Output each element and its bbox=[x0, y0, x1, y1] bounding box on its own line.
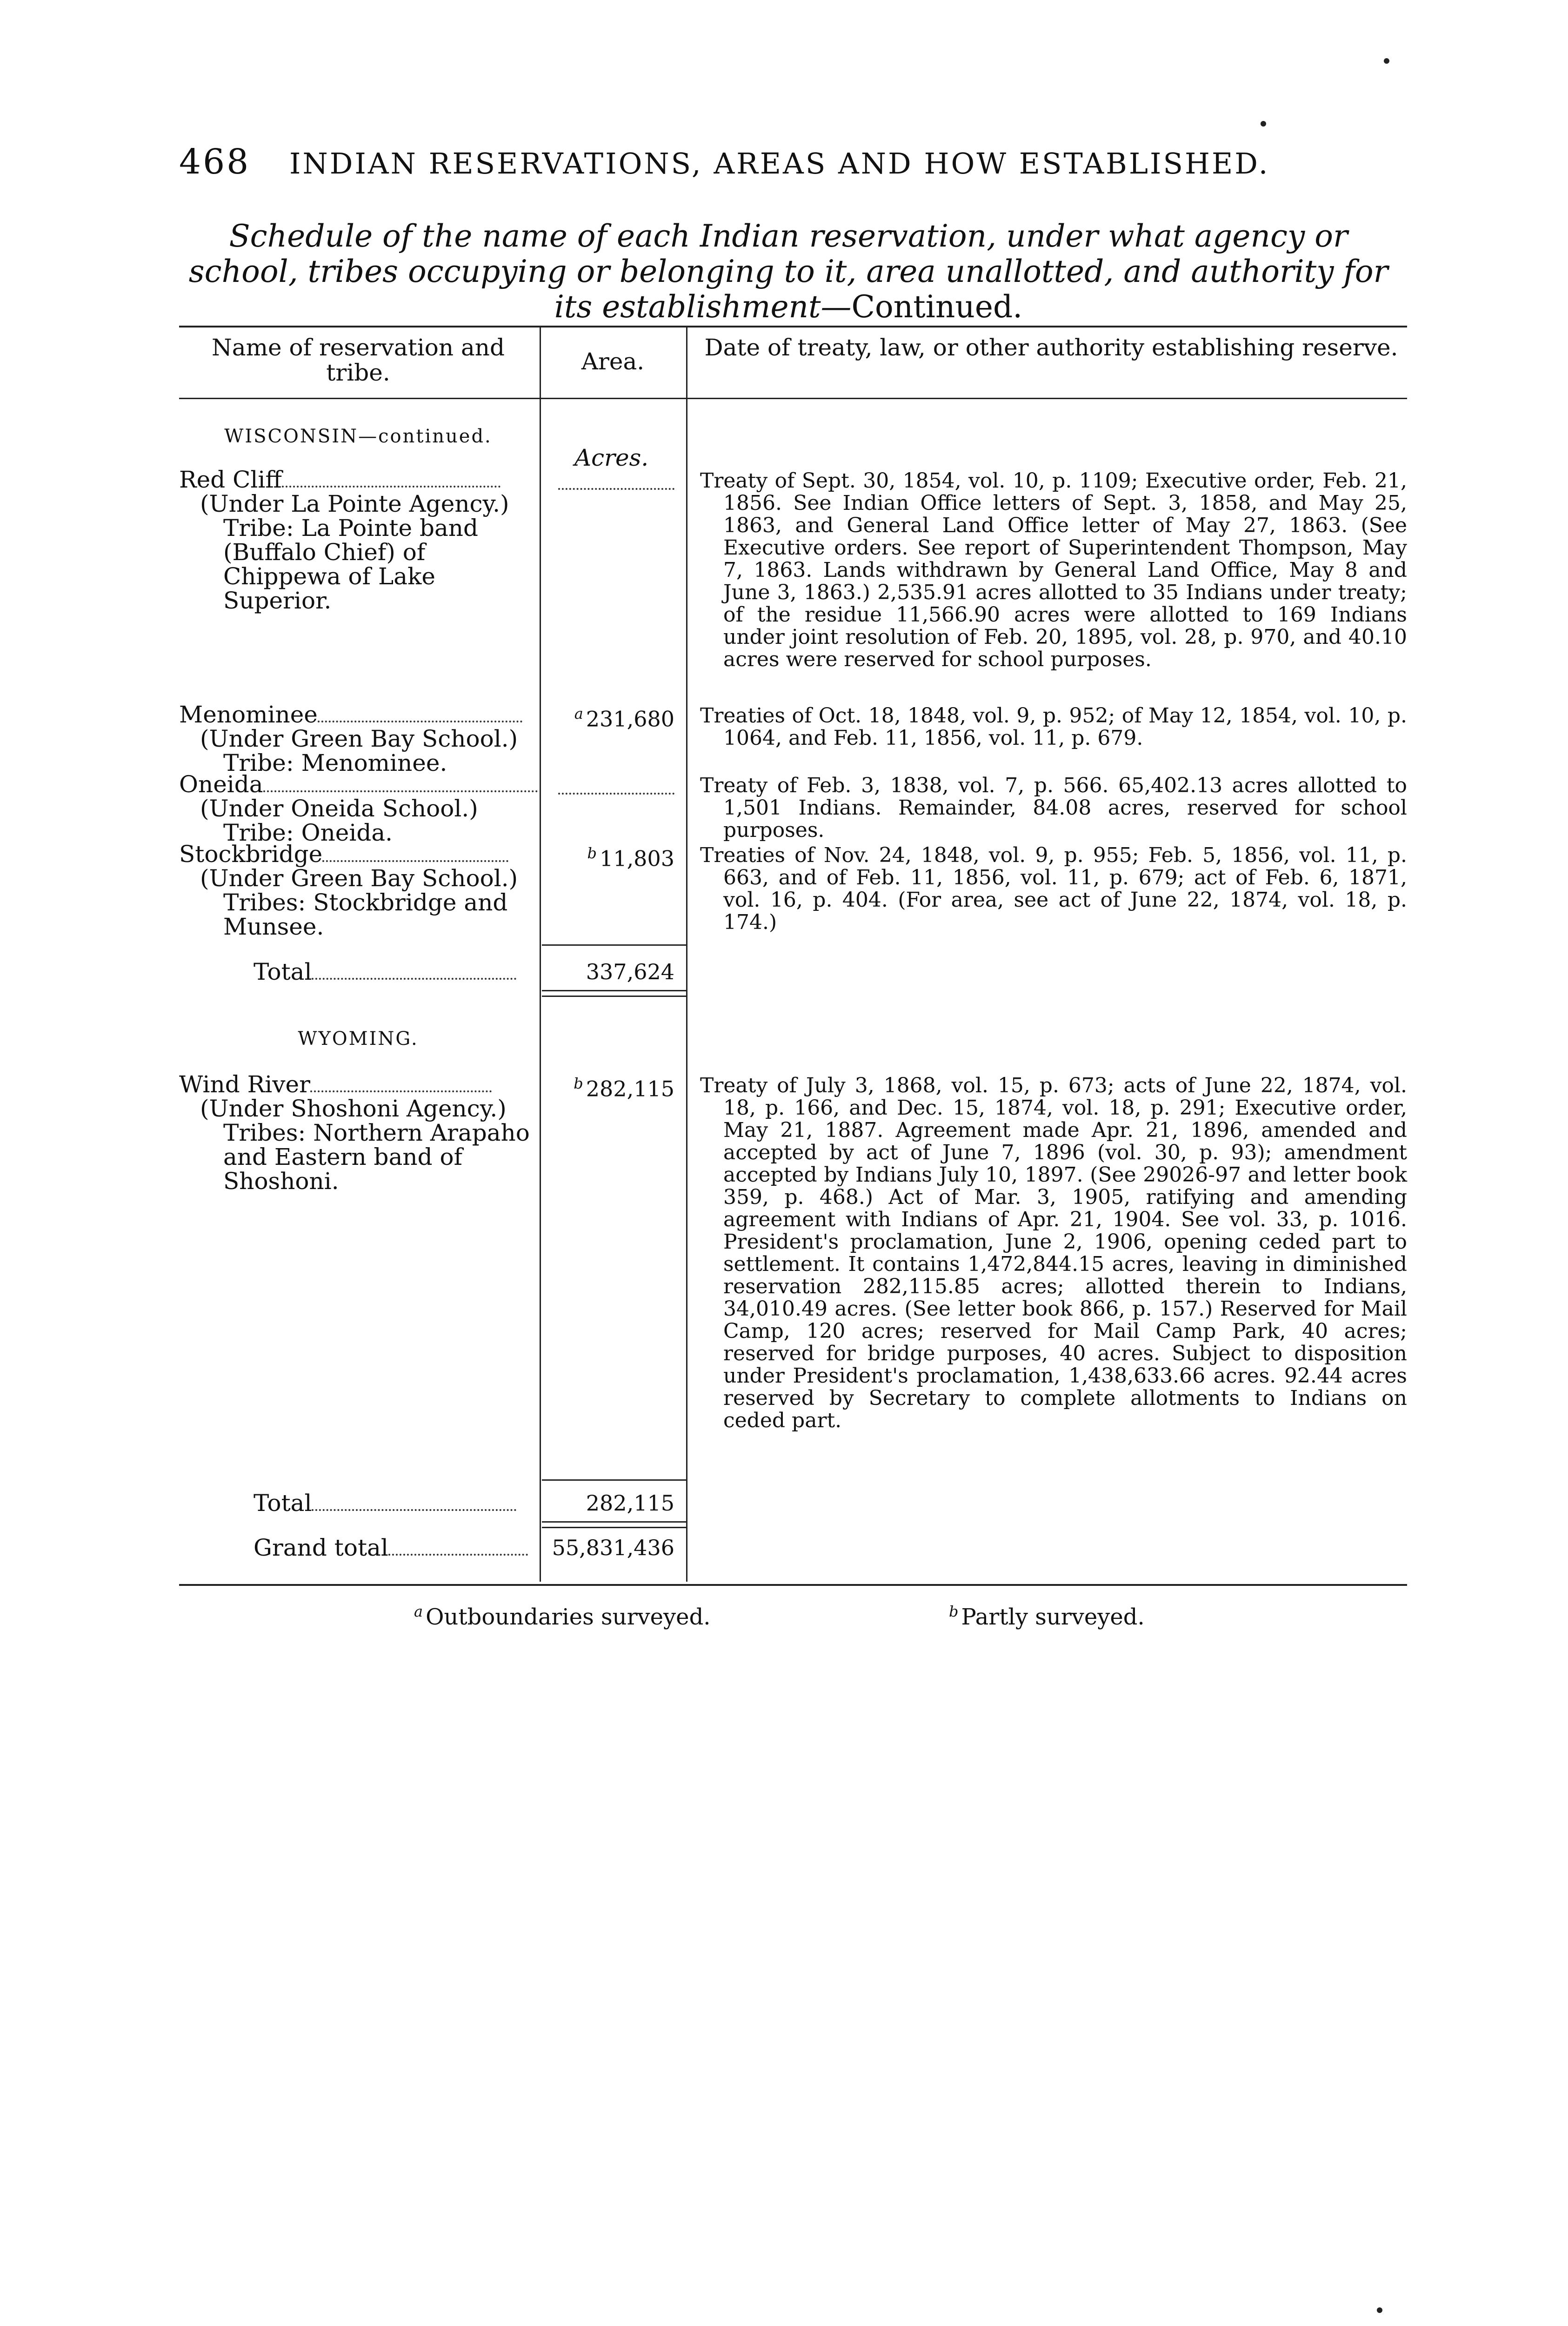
col-header-name: Name of reservation and tribe. bbox=[212, 334, 505, 386]
authority-red-cliff: Treaty of Sept. 30, 1854, vol. 10, p. 1109; Executive order, Feb. 21, 1856. See Indian Office letters of Sept. 3, 1858, and May 25, 1863, and General Land Office letter of May 27, 1863. (See Executive orders. See report of Superintendent Thompson, May 7, 1863. Lands withdrawn by General Land Office, May 8 and June 3, 1863.) 2,535.91 acres allotted to 35 Indians under treaty; of the residue 11,566.90 acres were allotted to 169 Indians under joint resolution of Feb. 20, 1895, vol. 28, p. 970, and 40.10 acres were reserved for school purposes. bbox=[700, 469, 1407, 671]
footnote-b: $^b$ Partly surveyed. bbox=[949, 1603, 1145, 1630]
agency-label: (Under Oneida School.) bbox=[200, 795, 478, 822]
agency-label: (Under La Pointe Agency.) bbox=[200, 490, 509, 517]
agency-label: (Under Green Bay School.) bbox=[200, 725, 518, 752]
reservation-stockbridge bbox=[179, 842, 533, 939]
reservation-name: Oneida bbox=[179, 771, 263, 798]
footnote-mark: a bbox=[574, 705, 583, 722]
tribe-label: Tribes: Stockbridge and Munsee. bbox=[223, 889, 508, 940]
area-oneida bbox=[544, 775, 674, 800]
page-header-title: INDIAN RESERVATIONS, AREAS AND HOW ESTABLISHED. bbox=[289, 147, 1270, 180]
scan-speck bbox=[1261, 121, 1266, 127]
units-label: Acres. bbox=[574, 444, 649, 471]
table-caption bbox=[172, 219, 1405, 325]
agency-label: (Under Green Bay School.) bbox=[200, 865, 518, 892]
authority-menominee: Treaties of Oct. 18, 1848, vol. 9, p. 952; of May 12, 1854, vol. 10, p. 1064, and Feb. 11, 1856, vol. 11, p. 679. bbox=[700, 704, 1407, 750]
grand-total-value: 55,831,436 bbox=[552, 1535, 674, 1560]
table-top-rule bbox=[179, 326, 1407, 328]
area-menominee: $^a$ 231,680 bbox=[574, 705, 674, 732]
table-bottom-rule bbox=[179, 1584, 1407, 1586]
grand-total: Grand total bbox=[254, 1534, 528, 1561]
tribe-label: Tribes: Northern Arapaho and Eastern band of Shoshoni. bbox=[223, 1119, 530, 1195]
authority-oneida: Treaty of Feb. 3, 1838, vol. 7, p. 566. 65,402.13 acres allotted to 1,501 Indians. Remainder, 84.08 acres, reserved for school purposes. bbox=[700, 774, 1407, 842]
total-rule-top bbox=[542, 944, 686, 946]
tribe-label: Tribe: Menominee. bbox=[223, 749, 447, 776]
reservation-name: Red Cliff bbox=[179, 466, 282, 493]
caption-text: Schedule of the name of each Indian reservation, under what agency or school, tribes occupying or belonging to it, area unallotted, and authority for its establishment— bbox=[188, 218, 1388, 325]
authority-stockbridge: Treaties of Nov. 24, 1848, vol. 9, p. 955; Feb. 5, 1856, vol. 11, p. 663, and of Feb. 11, 1856, vol. 11, p. 679; act of Feb. 6, 1871, vol. 16, p. 404. (For area, see act of June 22, 1874, vol. 18, p. 174.) bbox=[700, 843, 1407, 934]
footnote-mark: b bbox=[574, 1075, 583, 1092]
area-stockbridge: $^b$ 11,803 bbox=[587, 844, 674, 871]
total-wisconsin: Total bbox=[254, 958, 516, 985]
total-rule-top bbox=[542, 1479, 686, 1481]
total-rule-bottom bbox=[542, 990, 686, 991]
footnote-a: $^a$ Outboundaries surveyed. bbox=[414, 1603, 711, 1630]
total-rule-bottom bbox=[542, 1521, 686, 1523]
agency-label: (Under Shoshoni Agency.) bbox=[200, 1095, 507, 1122]
total-wyoming: Total bbox=[254, 1490, 516, 1517]
reservation-wind-river bbox=[179, 1072, 533, 1193]
scan-speck bbox=[1377, 2307, 1382, 2313]
page-number: 468 bbox=[179, 142, 251, 182]
section-heading-wyoming: WYOMING. bbox=[298, 1028, 419, 1049]
scan-speck bbox=[1384, 58, 1389, 64]
footnote-mark: b bbox=[587, 844, 597, 862]
area-red-cliff bbox=[544, 470, 674, 495]
reservation-name: Stockbridge bbox=[179, 841, 323, 868]
total-rule-bottom-double bbox=[542, 1527, 686, 1528]
tribe-label: Tribe: Oneida. bbox=[223, 819, 393, 846]
area-wind-river: $^b$ 282,115 bbox=[574, 1075, 674, 1102]
column-divider-1 bbox=[540, 326, 541, 1582]
reservation-menominee bbox=[179, 702, 533, 775]
col-header-area: Area. bbox=[581, 348, 645, 375]
total-wisconsin-value: 337,624 bbox=[586, 959, 674, 984]
tribe-label: Tribe: La Pointe band (Buffalo Chief) of Chippewa of Lake Superior. bbox=[223, 515, 478, 614]
column-divider-2 bbox=[686, 326, 687, 1582]
reservation-name: Menominee bbox=[179, 701, 318, 728]
reservation-red-cliff bbox=[179, 468, 533, 613]
running-header bbox=[179, 142, 1407, 182]
col-header-authority: Date of treaty, law, or other authority establishing reserve. bbox=[704, 334, 1398, 361]
caption-continued: Continued. bbox=[851, 289, 1023, 325]
reservation-name: Wind River bbox=[179, 1071, 310, 1098]
reservation-oneida bbox=[179, 772, 533, 845]
total-rule-bottom-double bbox=[542, 996, 686, 997]
section-heading-wisconsin: WISCONSIN—continued. bbox=[224, 426, 492, 447]
header-bottom-rule bbox=[179, 398, 1407, 399]
total-wyoming-value: 282,115 bbox=[586, 1491, 674, 1516]
authority-wind-river: Treaty of July 3, 1868, vol. 15, p. 673; acts of June 22, 1874, vol. 18, p. 166, and Dec. 15, 1874, vol. 18, p. 291; Executive order, May 21, 1887. Agreement made Apr. 21, 1896, amended and accepted by act of June 7, 1896 (vol. 30, p. 93); amendment accepted by Indians July 10, 1897. (See 29026-97 and letter book 359, p. 468.) Act of Mar. 3, 1905, ratifying and amending agreement with Indians of Apr. 21, 1904. See vol. 33, p. 1016. President's proclamation, June 2, 1906, opening ceded part to settlement. It contains 1,472,844.15 acres, leaving in diminished reservation 282,115.85 acres; allotted therein to Indians, 34,010.49 acres. (See letter book 866, p. 157.) Reserved for Mail Camp, 120 acres; reserved for Mail Camp Park, 40 acres; reserved for bridge purposes, 40 acres. Subject to disposition under President's proclamation, 1,438,633.66 acres. 92.44 acres reserved by Secretary to complete allotments to Indians on ceded part. bbox=[700, 1074, 1407, 1432]
